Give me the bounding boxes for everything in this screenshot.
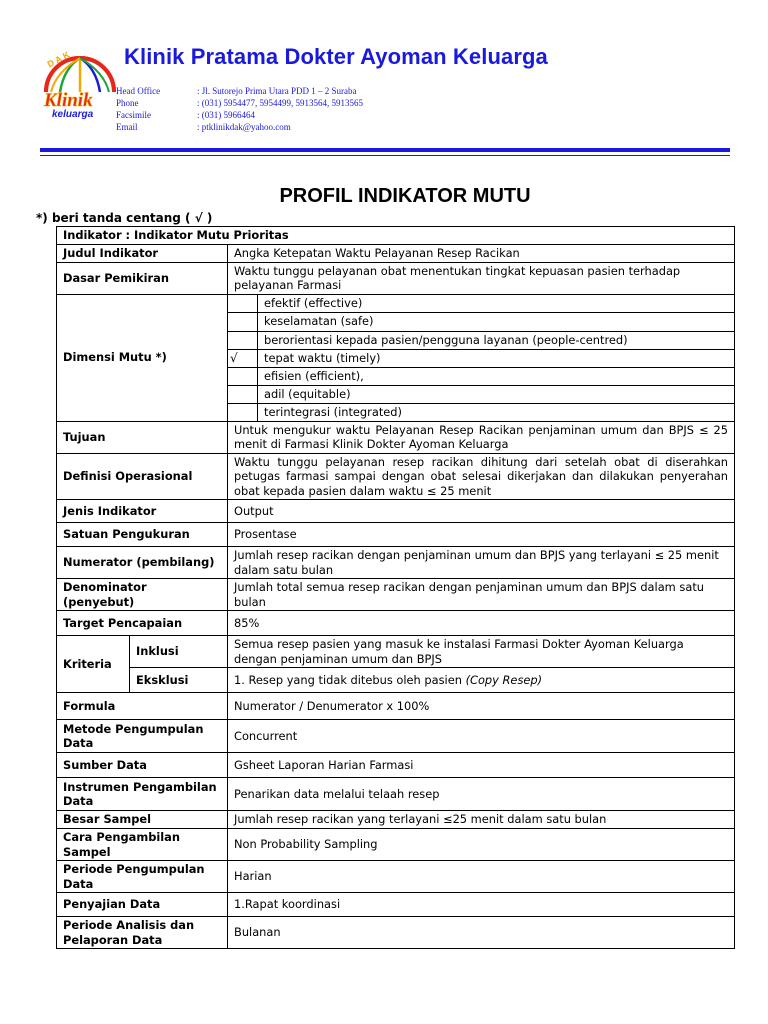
row-target: Target Pencapaian 85% bbox=[57, 611, 735, 636]
logo-arc-letters: D A K bbox=[45, 49, 72, 70]
row-satuan: Satuan Pengukuran Prosentase bbox=[57, 523, 735, 547]
row-metode: Metode Pengumpulan Data Concurrent bbox=[57, 720, 735, 753]
clinic-name: Klinik Pratama Dokter Ayoman Keluarga bbox=[124, 44, 548, 69]
row-jenis: Jenis Indikator Output bbox=[57, 500, 735, 523]
contact-office: Head Office : Jl. Sutorejo Prima Utara PDD 1 – 2 Suraba bbox=[116, 86, 357, 96]
dimensi-item: berorientasi kepada pasien/pengguna layanan (people-centred) bbox=[258, 331, 735, 349]
row-besar-sampel: Besar Sampel Jumlah resep racikan yang terlayani ≤25 menit dalam satu bulan bbox=[57, 811, 735, 829]
row-cara: Cara Pengambilan Sampel Non Probability Sampling bbox=[57, 829, 735, 861]
checkmark-note: *) beri tanda centang ( √ ) bbox=[36, 211, 213, 225]
row-dimensi bbox=[57, 294, 735, 312]
row-instrumen: Instrumen Pengambilan Data Penarikan data melalui telaah resep bbox=[57, 778, 735, 811]
dimensi-checkbox bbox=[228, 312, 258, 331]
contact-fax: Facsimile : (031) 5966464 bbox=[116, 110, 255, 120]
document-title: PROFIL INDIKATOR MUTU bbox=[279, 185, 531, 207]
row-denominator: Denominator (penyebut) Jumlah total semua resep racikan dengan penjaminan umum dan BPJS dalam satu bulan bbox=[57, 579, 735, 611]
dimensi-checkbox bbox=[228, 367, 258, 385]
row-definisi: Definisi Operasional Waktu tunggu pelayanan resep racikan dihitung dari setelah obat di diserahkan petugas farmasi sampai dengan obat selesai dikerjakan dan dilakukan penyerahan obat kepada pasien dalam waktu ≤ 25 menit bbox=[57, 453, 735, 500]
dimensi-item: efisien (efficient), bbox=[258, 367, 735, 385]
clinic-logo bbox=[40, 46, 120, 122]
dimensi-checkbox bbox=[228, 331, 258, 349]
row-dasar: Dasar Pemikiran Waktu tunggu pelayanan obat menentukan tingkat kepuasan pasien terhadap pelayanan Farmasi bbox=[57, 262, 735, 294]
dimensi-item: terintegrasi (integrated) bbox=[258, 403, 735, 421]
row-periode: Periode Pengumpulan Data Harian bbox=[57, 861, 735, 893]
row-tujuan: Tujuan Untuk mengukur waktu Pelayanan Resep Racikan penjaminan umum dan BPJS ≤ 25 menit di Farmasi Klinik Dokter Ayoman Keluarga bbox=[57, 421, 735, 453]
dimensi-checkbox bbox=[228, 403, 258, 421]
dimensi-item: tepat waktu (timely) bbox=[258, 349, 735, 367]
row-judul: Judul Indikator Angka Ketepatan Waktu Pelayanan Resep Racikan bbox=[57, 244, 735, 262]
header-divider-thin bbox=[40, 155, 730, 156]
dimensi-item: keselamatan (safe) bbox=[258, 312, 735, 331]
dimensi-checkbox bbox=[228, 385, 258, 403]
dimensi-label: Dimensi Mutu *) bbox=[57, 294, 228, 421]
contact-phone: Phone : (031) 5954477, 5954499, 5913564, 5913565 bbox=[116, 98, 363, 108]
table-heading: Indikator : Indikator Mutu Prioritas bbox=[57, 227, 735, 245]
row-penyajian: Penyajian Data 1.Rapat koordinasi bbox=[57, 893, 735, 917]
dimensi-item: adil (equitable) bbox=[258, 385, 735, 403]
header-divider-thick bbox=[40, 148, 730, 152]
row-sumber: Sumber Data Gsheet Laporan Harian Farmasi bbox=[57, 753, 735, 778]
logo-word-sub: keluarga bbox=[52, 109, 94, 120]
row-kriteria-inklusi: Kriteria Inklusi Semua resep pasien yang masuk ke instalasi Farmasi Dokter Ayoman Keluarga dengan penjaminan umum dan BPJS bbox=[57, 636, 735, 668]
dimensi-item: efektif (effective) bbox=[258, 294, 735, 312]
row-analisis: Periode Analisis dan Pelaporan Data Bulanan bbox=[57, 917, 735, 949]
row-numerator: Numerator (pembilang) Jumlah resep racikan dengan penjaminan umum dan BPJS yang terlayani ≤ 25 menit dalam satu bulan bbox=[57, 547, 735, 579]
row-formula: Formula Numerator / Denumerator x 100% bbox=[57, 693, 735, 720]
dimensi-checkbox: √ bbox=[228, 349, 258, 367]
contact-block bbox=[116, 85, 363, 133]
contact-email: Email : ptklinikdak@yahoo.com bbox=[116, 122, 291, 132]
indicator-profile-table bbox=[56, 226, 735, 949]
kriteria-label: Kriteria bbox=[57, 636, 130, 693]
dimensi-checkbox bbox=[228, 294, 258, 312]
logo-word-main: Klinik bbox=[44, 90, 93, 111]
table-heading-row bbox=[57, 227, 735, 245]
row-kriteria-eksklusi: Eksklusi 1. Resep yang tidak ditebus oleh pasien (Copy Resep) bbox=[57, 668, 735, 693]
